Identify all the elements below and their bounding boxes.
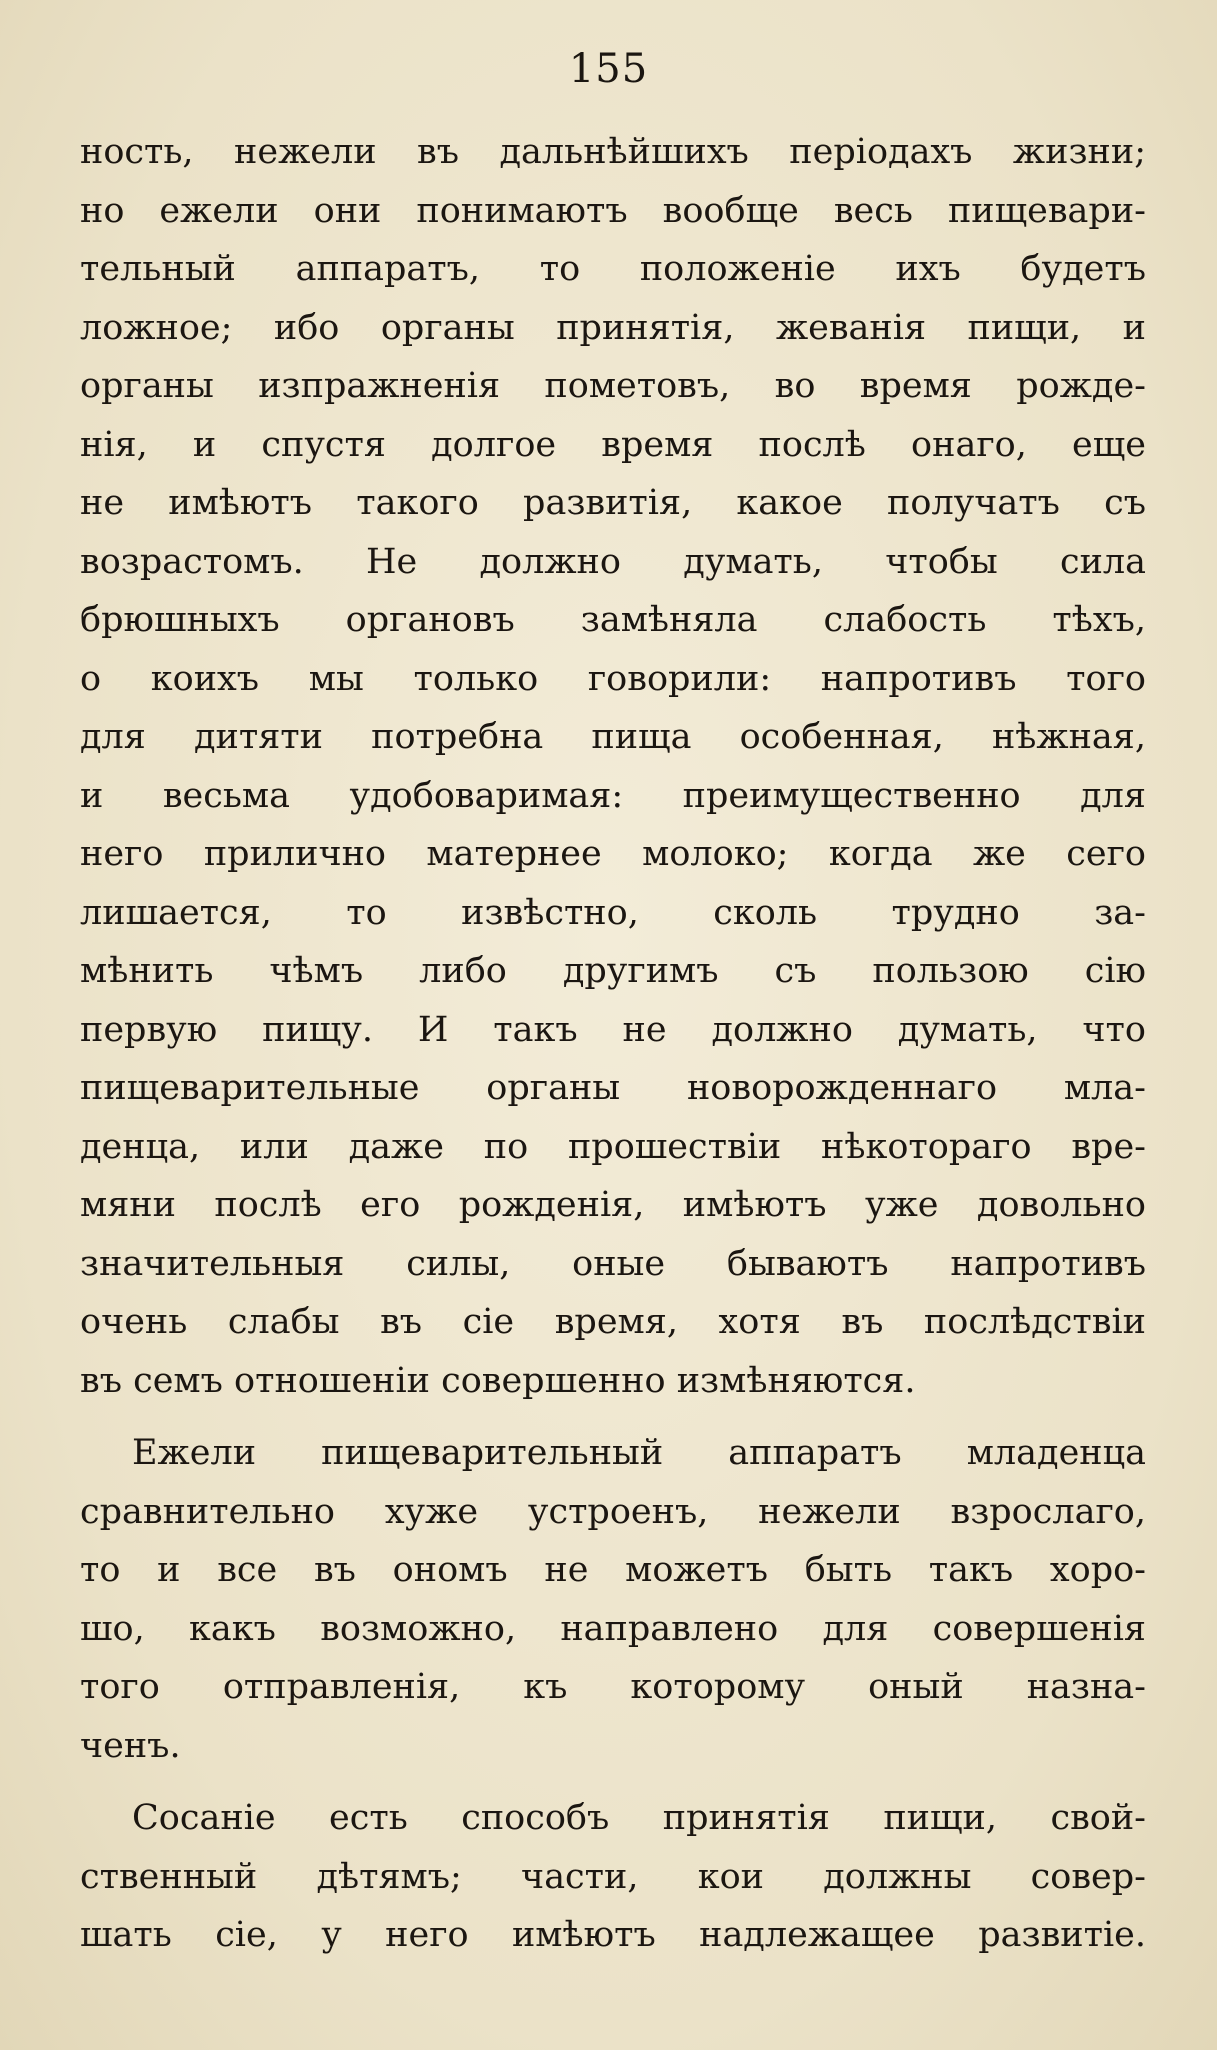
- text-line: для дитяти потребна пища особенная, нѣжная,: [80, 717, 1146, 757]
- body-text: [80, 123, 1146, 1965]
- paragraph-spacer: [80, 1410, 1146, 1424]
- text-line: ность, нежели въ дальнѣйшихъ періодахъ жизни;: [80, 132, 1146, 172]
- paragraph: [80, 1789, 1146, 1965]
- text-line: денца, или даже по прошествіи нѣкотораго вре-: [80, 1126, 1146, 1167]
- paragraph-spacer: [80, 1775, 1146, 1789]
- text-line: возрастомъ. Не должно думать, чтобы сила: [80, 541, 1146, 582]
- text-line: сравнительно хуже устроенъ, нежели взрослаго,: [80, 1491, 1146, 1532]
- text-line: то и все въ ономъ не можетъ быть такъ хоро-: [80, 1550, 1146, 1590]
- text-line: лишается, то извѣстно, сколь трудно за-: [80, 892, 1146, 933]
- text-line: Ежели пищеварительный аппаратъ младенца: [132, 1433, 1146, 1473]
- text-line: нія, и спустя долгое время послѣ онаго, еще: [80, 424, 1146, 465]
- text-line: того отправленія, къ которому оный назна-: [80, 1667, 1146, 1707]
- text-line: значительныя силы, оные бываютъ напротивъ: [80, 1243, 1146, 1284]
- text-line: но ежели они понимаютъ вообще весь пищевари-: [80, 190, 1146, 231]
- text-line: шо, какъ возможно, направлено для совершенія: [80, 1608, 1146, 1649]
- text-line: не имѣютъ такого развитія, какое получатъ съ: [80, 483, 1146, 523]
- text-line: и весьма удобоваримая: преимущественно для: [80, 775, 1146, 816]
- text-line: шать сіе, у него имѣютъ надлежащее развитіе.: [80, 1915, 1146, 1955]
- text-line: первую пищу. И такъ не должно думать, что: [80, 1009, 1146, 1050]
- text-line: ченъ.: [80, 1725, 181, 1766]
- text-line: Сосаніе есть способъ принятія пищи, свой-: [132, 1798, 1146, 1838]
- paragraph: [80, 123, 1146, 1410]
- text-line: брюшныхъ органовъ замѣняла слабость тѣхъ,: [80, 600, 1146, 640]
- text-line: ложное; ибо органы принятія, жеванія пищи, и: [80, 307, 1146, 348]
- paragraph: [80, 1424, 1146, 1775]
- text-line: очень слабы въ сіе время, хотя въ послѣдствіи: [80, 1302, 1146, 1342]
- text-line: него прилично матернее молоко; когда же сего: [80, 834, 1146, 874]
- text-line: органы изпражненія пометовъ, во время рожде-: [80, 366, 1146, 406]
- text-line: о коихъ мы только говорили: напротивъ того: [80, 658, 1146, 699]
- text-line: тельный аппаратъ, то положеніе ихъ будетъ: [80, 249, 1146, 289]
- text-line: пищеварительные органы новорожденнаго мла-: [80, 1068, 1146, 1108]
- text-line: ственный дѣтямъ; части, кои должны совер-: [80, 1856, 1146, 1897]
- page-number: 155: [568, 46, 649, 92]
- text-line: въ семъ отношеніи совершенно измѣняются.: [80, 1360, 916, 1401]
- text-line: мѣнить чѣмъ либо другимъ съ пользою сію: [80, 951, 1146, 991]
- text-line: мяни послѣ его рожденія, имѣютъ уже довольно: [80, 1185, 1146, 1225]
